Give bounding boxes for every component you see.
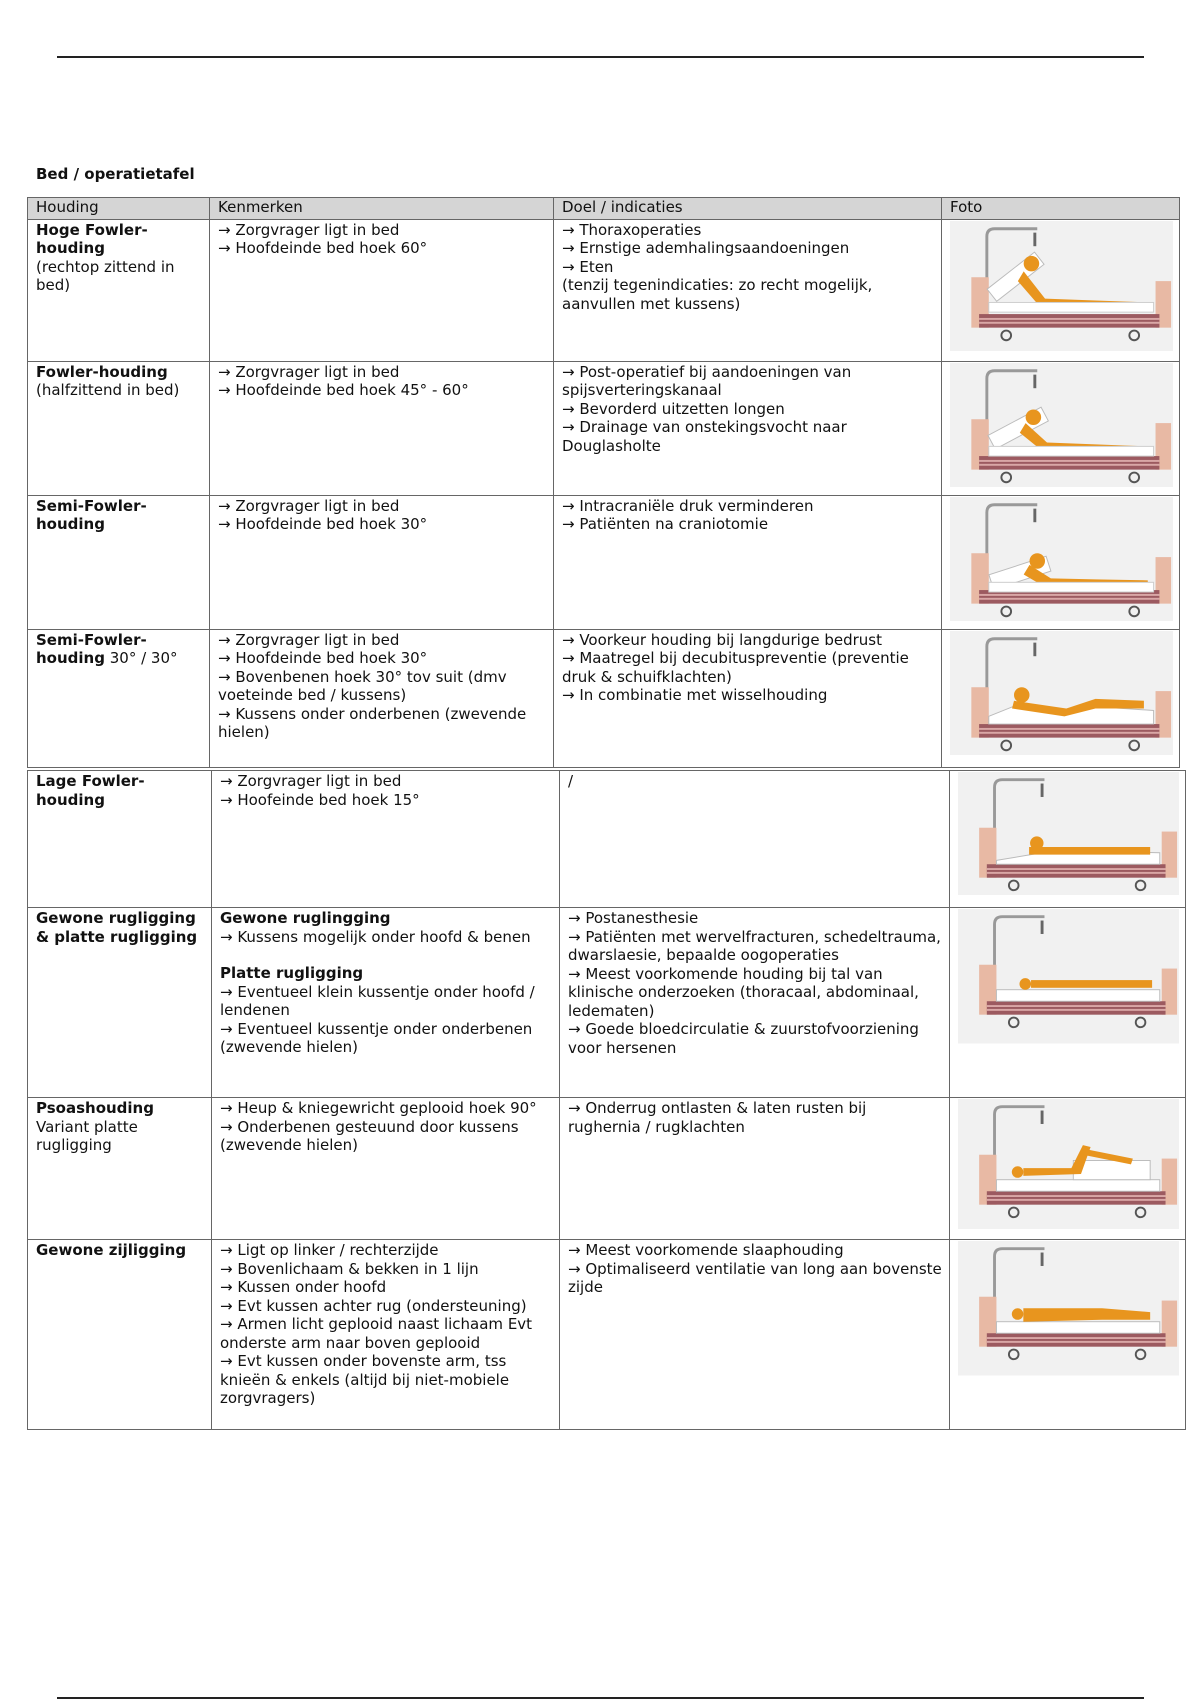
houding-cell: Gewone rugligging & platte rugligging: [28, 908, 212, 1098]
kenmerken-cell: → Zorgvrager ligt in bed → Hoofdeinde bed hoek 60°: [210, 219, 554, 361]
header-foto: Foto: [942, 198, 1180, 220]
houding-cell: Hoge Fowler-houding (rechtop zittend in bed): [28, 219, 210, 361]
houding-cell: Semi-Fowler-houding: [28, 495, 210, 629]
header-doel: Doel / indicaties: [554, 198, 942, 220]
bed-side-lying-icon: [958, 1241, 1179, 1376]
kenmerken-cell: → Zorgvrager ligt in bed → Hoofeinde bed hoek 15°: [212, 771, 560, 908]
table-row: [28, 361, 1180, 495]
bed-30-30-degrees-icon: [950, 631, 1173, 755]
photo-cell: [942, 495, 1180, 629]
photo-cell: [950, 908, 1186, 1098]
table-row: [28, 219, 1180, 361]
header-kenmerken: Kenmerken: [210, 198, 554, 220]
positions-table-part-1: [27, 197, 1180, 768]
table-row: [28, 771, 1186, 908]
table-row: [28, 1240, 1186, 1430]
bed-60-degrees-icon: [950, 221, 1173, 352]
header-houding: Houding: [28, 198, 210, 220]
bed-45-degrees-icon: [950, 363, 1173, 487]
houding-cell: Psoashouding Variant platte rugligging: [28, 1098, 212, 1240]
table-row: [28, 908, 1186, 1098]
photo-cell: [942, 629, 1180, 767]
houding-cell: Lage Fowler-houding: [28, 771, 212, 908]
photo-cell: [950, 1098, 1186, 1240]
kenmerken-cell: → Ligt op linker / rechterzijde → Bovenlichaam & bekken in 1 lijn → Kussen onder hoofd → Evt kussen achter rug (ondersteuning) → Armen licht geplooid naast lichaam Evt onderste arm naar boven geplooid → Evt kussen onder bovenste arm, tss knieën & enkels (altijd bij niet-mobiele zorgvragers): [212, 1240, 560, 1430]
bed-psoas-icon: [958, 1099, 1179, 1229]
kenmerken-cell: → Zorgvrager ligt in bed → Hoofdeinde bed hoek 30°: [210, 495, 554, 629]
table-row: [28, 629, 1180, 767]
positions-table-part-2: [27, 770, 1186, 1430]
section-title: Bed / operatietafel: [36, 165, 195, 183]
bed-flat-icon: [958, 909, 1179, 1044]
doel-cell: → Intracraniële druk verminderen → Patiënten na craniotomie: [554, 495, 942, 629]
photo-cell: [950, 1240, 1186, 1430]
doel-cell: → Onderrug ontlasten & laten rusten bij rughernia / rugklachten: [560, 1098, 950, 1240]
bed-15-degrees-icon: [958, 772, 1179, 895]
doel-cell: → Post-operatief bij aandoeningen van spijsverteringskanaal → Bevorderd uitzetten longen → Drainage van onstekingsvocht naar Douglasholte: [554, 361, 942, 495]
doel-cell: /: [560, 771, 950, 908]
doel-cell: → Voorkeur houding bij langdurige bedrust → Maatregel bij decubituspreventie (preventie druk & schuifklachten) → In combinatie met wisselhouding: [554, 629, 942, 767]
top-rule: [57, 56, 1144, 58]
doel-cell: → Postanesthesie → Patiënten met wervelfracturen, schedeltrauma, dwarslaesie, bepaalde oogoperaties → Meest voorkomende houding bij tal van klinische onderzoeken (thoracaal, abdominaal, ledematen) → Goede bloedcirculatie & zuurstofvoorziening voor hersenen: [560, 908, 950, 1098]
kenmerken-cell: → Zorgvrager ligt in bed → Hoofdeinde bed hoek 45° - 60°: [210, 361, 554, 495]
houding-cell: Gewone zijligging: [28, 1240, 212, 1430]
kenmerken-cell: → Zorgvrager ligt in bed → Hoofdeinde bed hoek 30° → Bovenbenen hoek 30° tov suit (dmv voeteinde bed / kussens) → Kussens onder onderbenen (zwevende hielen): [210, 629, 554, 767]
table-row: [28, 495, 1180, 629]
table-header-row: [28, 198, 1180, 220]
bottom-rule: [57, 1697, 1144, 1699]
photo-cell: [942, 219, 1180, 361]
doel-cell: → Meest voorkomende slaaphouding → Optimaliseerd ventilatie van long aan bovenste zijde: [560, 1240, 950, 1430]
doel-cell: → Thoraxoperaties → Ernstige ademhalingsaandoeningen → Eten (tenzij tegenindicaties: zo recht mogelijk, aanvullen met kussens): [554, 219, 942, 361]
table-row: [28, 1098, 1186, 1240]
houding-cell: Semi-Fowler-houding 30° / 30°: [28, 629, 210, 767]
photo-cell: [942, 361, 1180, 495]
photo-cell: [950, 771, 1186, 908]
bed-30-degrees-icon: [950, 497, 1173, 621]
kenmerken-cell: → Heup & kniegewricht geplooid hoek 90° → Onderbenen gesteuund door kussens (zwevende hielen): [212, 1098, 560, 1240]
kenmerken-cell: Gewone ruglingging → Kussens mogelijk onder hoofd & benen Platte rugligging → Eventueel klein kussentje onder hoofd / lendenen → Eventueel kussentje onder onderbenen (zwevende hielen): [212, 908, 560, 1098]
houding-cell: Fowler-houding (halfzittend in bed): [28, 361, 210, 495]
